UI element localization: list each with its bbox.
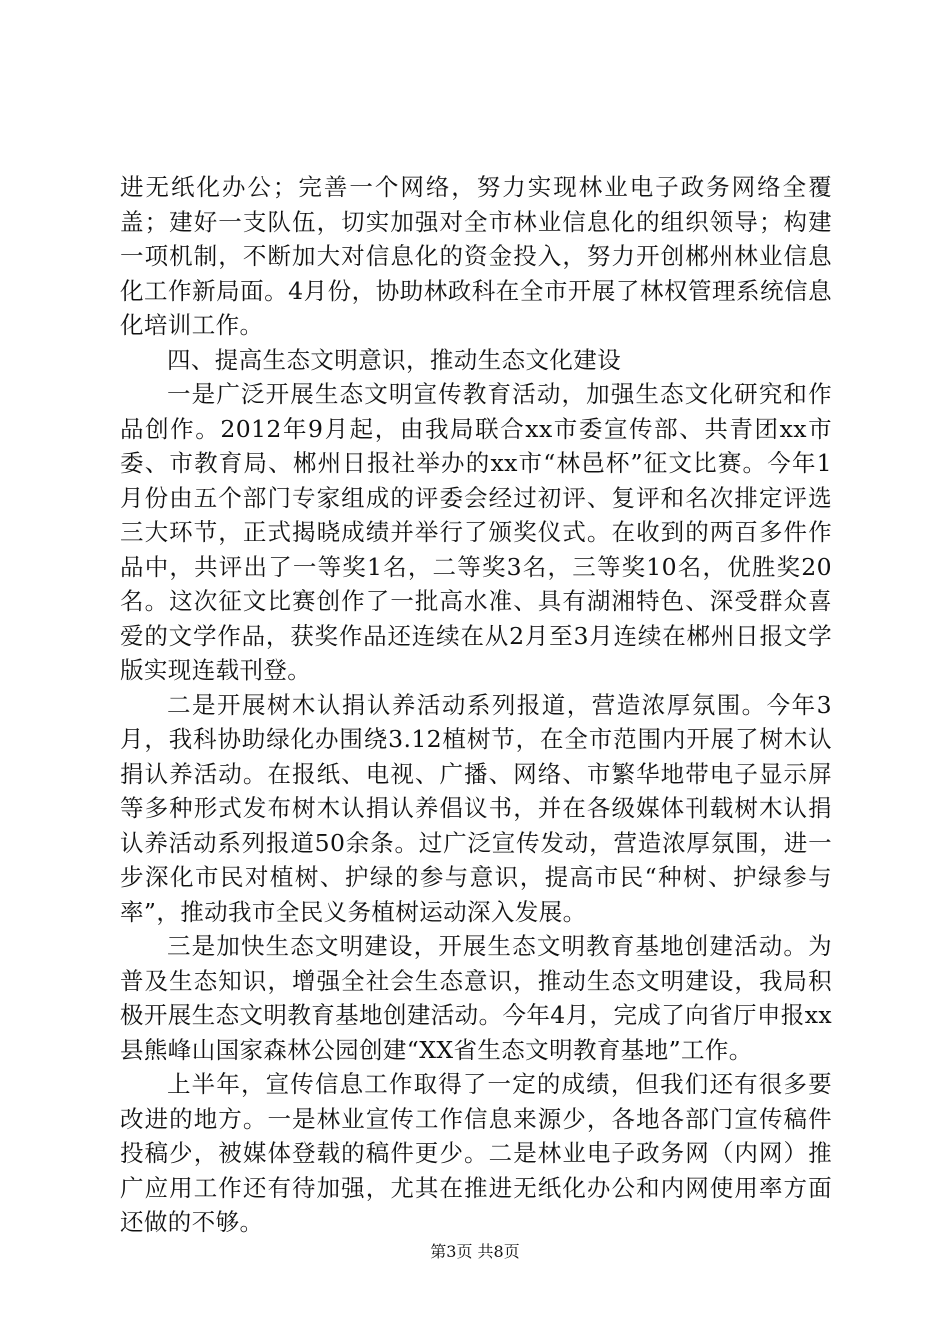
page-number-footer: 第3页 共8页 — [430, 1242, 520, 1261]
paragraph-continuation: 进无纸化办公；完善一个网络，努力实现林业电子政务网络全覆盖；建好一支队伍，切实加强对全市林业信息化的组织领导；构建一项机制，不断加大对信息化的资金投入，努力开创郴州林业信息化工作新局面。4月份，协助林政科在全市开展了林权管理系统信息化培训工作。 — [120, 173, 832, 339]
paragraph-essay-contest: 一是广泛开展生态文明宣传教育活动，加强生态文化研究和作品创作。2012年9月起，由我局联合xx市委宣传部、共青团xx市委、市教育局、郴州日报社举办的xx市“林邑杯”征文比赛。今年1月份由五个部门专家组成的评委会经过初评、复评和名次排定评选三大环节，正式揭晓成绩并举行了颁奖仪式。在收到的两百多件作品中，共评出了一等奖1名，二等奖3名，三等奖10名，优胜奖20名。这次征文比赛创作了一批高水准、具有湖湘特色、深受群众喜爱的文学作品，获奖作品还连续在从2月至3月连续在郴州日报文学版实现连载刊登。 — [120, 380, 832, 684]
paragraph-summary: 上半年，宣传信息工作取得了一定的成绩，但我们还有很多要改进的地方。一是林业宣传工作信息来源少，各地各部门宣传稿件投稿少，被媒体登载的稿件更少。二是林业电子政务网（内网）推广应用工作还有待加强，尤其在推进无纸化办公和内网使用率方面还做的不够。 — [120, 1070, 832, 1236]
paragraph-education-base: 三是加快生态文明建设，开展生态文明教育基地创建活动。为普及生态知识，增强全社会生态意识，推动生态文明建设，我局积极开展生态文明教育基地创建活动。今年4月，完成了向省厅申报xx县熊峰山国家森林公园创建“XX省生态文明教育基地”工作。 — [120, 932, 832, 1064]
section-heading: 四、提高生态文明意识，推动生态文化建设 — [167, 345, 622, 374]
document-body — [120, 170, 832, 1240]
paragraph-tree-adoption: 二是开展树木认捐认养活动系列报道，营造浓厚氛围。今年3月，我科协助绿化办围绕3.12植树节，在全市范围内开展了树木认捐认养活动。在报纸、电视、广播、网络、市繁华地带电子显示屏等多种形式发布树木认捐认养倡议书，并在各级媒体刊载树木认捐认养活动系列报道50余条。过广泛宣传发动，营造浓厚氛围，进一步深化市民对植树、护绿的参与意识，提高市民“种树、护绿参与率”，推动我市全民义务植树运动深入发展。 — [120, 690, 832, 926]
